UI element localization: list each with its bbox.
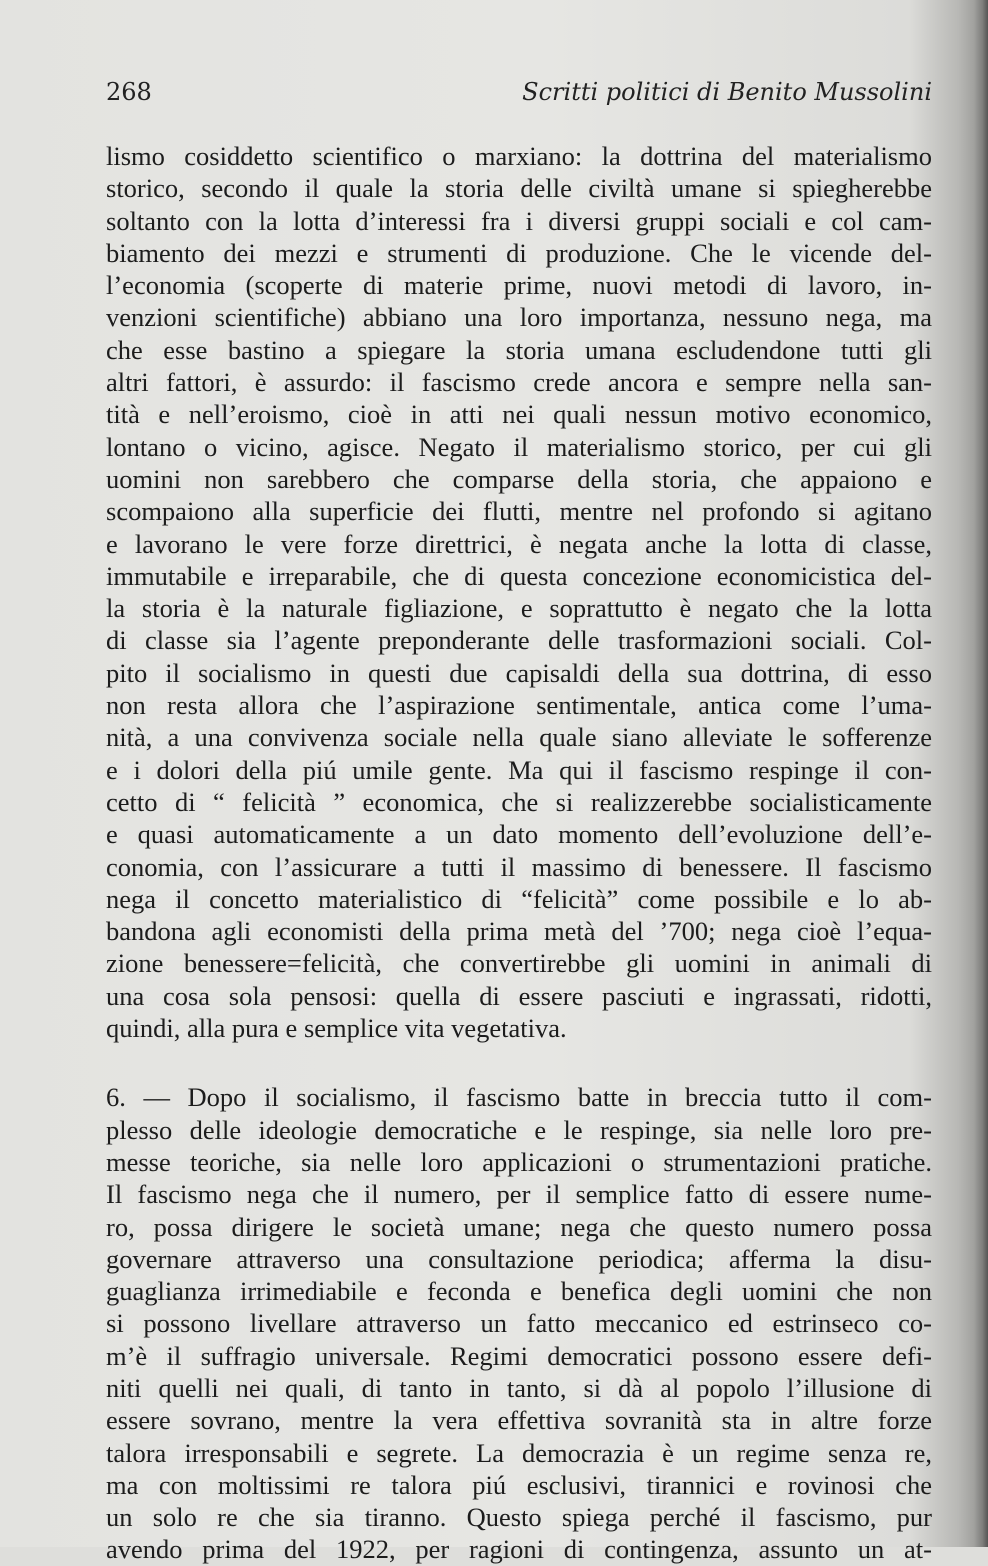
text-line: pito il socialismo in questi due capisaldi della sua dottrina, di esso: [106, 657, 932, 688]
text-line: e lavorano le vere forze direttrici, è negata anche la lotta di classe,: [106, 528, 932, 559]
body-text: [106, 140, 932, 1566]
text-line: quindi, alla pura e semplice vita vegetativa.: [106, 1013, 567, 1044]
text-line: ro, possa dirigere le società umane; nega che questo numero possa: [106, 1211, 932, 1242]
text-line: messe teoriche, sia nelle loro applicazioni o strumentazioni pratiche.: [106, 1146, 932, 1177]
text-line: soltanto con la lotta d’interessi fra i diversi gruppi sociali e col cam-: [106, 205, 932, 236]
text-line: lismo cosiddetto scientifico o marxiano: la dottrina del materialismo: [106, 141, 932, 171]
text-line: lontano o vicino, agisce. Negato il materialismo storico, per cui gli: [106, 431, 932, 462]
text-line: altri fattori, è assurdo: il fascismo crede ancora e sempre nella san-: [106, 367, 932, 398]
text-line: avendo prima del 1922, per ragioni di contingenza, assunto un at-: [106, 1534, 932, 1565]
text-line: un solo re che sia tiranno. Questo spiega perché il fascismo, pur: [106, 1502, 932, 1533]
text-line: ma con moltissimi re talora piú esclusivi, tirannici e rovinosi che: [106, 1469, 932, 1500]
text-line: si possono livellare attraverso un fatto meccanico ed estrinseco co-: [106, 1308, 932, 1339]
text-line: essere sovrano, mentre la vera effettiva sovranità sta in altre forze: [106, 1405, 932, 1436]
text-line: la storia è la naturale figliazione, e soprattutto è negato che la lotta: [106, 593, 932, 624]
text-line: scompaiono alla superficie dei flutti, mentre nel profondo si agitano: [106, 496, 932, 527]
text-line: m’è il suffragio universale. Regimi democratici possono essere defi-: [106, 1340, 932, 1371]
running-head: [106, 78, 932, 114]
text-line: governare attraverso una consultazione periodica; afferma la disu-: [106, 1243, 932, 1274]
text-line: 6. — Dopo il socialismo, il fascismo batte in breccia tutto il com-: [106, 1082, 932, 1113]
text-line: uomini non sarebbero che comparse della storia, che appaiono e: [106, 463, 932, 494]
text-line: e quasi automaticamente a un dato momento dell’evoluzione dell’e-: [106, 819, 932, 850]
text-line: che esse bastino a spiegare la storia umana escludendone tutti gli: [106, 334, 932, 365]
text-line: tità e nell’eroismo, cioè in atti nei quali nessun motivo economico,: [106, 399, 932, 430]
text-line: nità, a una convivenza sociale nella quale siano alleviate le sofferenze: [106, 722, 932, 753]
text-line: niti quelli nei quali, di tanto in tanto, si dà al popolo l’illusione di: [106, 1372, 932, 1403]
text-line: immutabile e irreparabile, che di questa concezione economicistica del-: [106, 560, 932, 591]
text-line: l’economia (scoperte di materie prime, nuovi metodi di lavoro, in-: [106, 270, 932, 301]
text-line: di classe sia l’agente preponderante delle trasformazioni sociali. Col-: [106, 625, 932, 656]
text-line: una cosa sola pensosi: quella di essere pasciuti e ingrassati, ridotti,: [106, 980, 932, 1011]
text-line: Il fascismo nega che il numero, per il semplice fatto di essere nume-: [106, 1179, 932, 1210]
paragraph-1: [106, 140, 932, 1044]
text-line: non resta allora che l’aspirazione sentimentale, antica come l’uma-: [106, 690, 932, 721]
text-line: conomia, con l’assicurare a tutti il massimo di benessere. Il fascismo: [106, 851, 932, 882]
text-line: storico, secondo il quale la storia delle civiltà umane si spiegherebbe: [106, 173, 932, 204]
text-line: guaglianza irrimediabile e feconda e benefica degli uomini che non: [106, 1276, 932, 1307]
text-line: e i dolori della piú umile gente. Ma qui il fascismo respinge il con-: [106, 754, 932, 785]
text-line: plesso delle ideologie democratiche e le respinge, sia nelle loro pre-: [106, 1114, 932, 1145]
text-line: bandona agli economisti della prima metà del ’700; nega cioè l’equa-: [106, 916, 932, 947]
paragraph-gap: [106, 1044, 932, 1081]
text-line: venzioni scientifiche) abbiano una loro importanza, nessuno nega, ma: [106, 302, 932, 333]
text-line: zione benessere=felicità, che convertirebbe gli uomini in animali di: [106, 948, 932, 979]
text-line: cetto di “ felicità ” economica, che si realizzerebbe socialisticamente: [106, 786, 932, 817]
text-line: nega il concetto materialistico di “felicità” come possibile e lo ab-: [106, 883, 932, 914]
page-number: 268: [106, 78, 152, 106]
text-line: biamento dei mezzi e strumenti di produzione. Che le vicende del-: [106, 237, 932, 268]
text-line: talora irresponsabili e segrete. La democrazia è un regime senza re,: [106, 1437, 932, 1468]
paragraph-2: [106, 1081, 932, 1565]
page-edge-shadow: [974, 0, 988, 1547]
running-title: Scritti politici di Benito Mussolini: [522, 78, 932, 106]
